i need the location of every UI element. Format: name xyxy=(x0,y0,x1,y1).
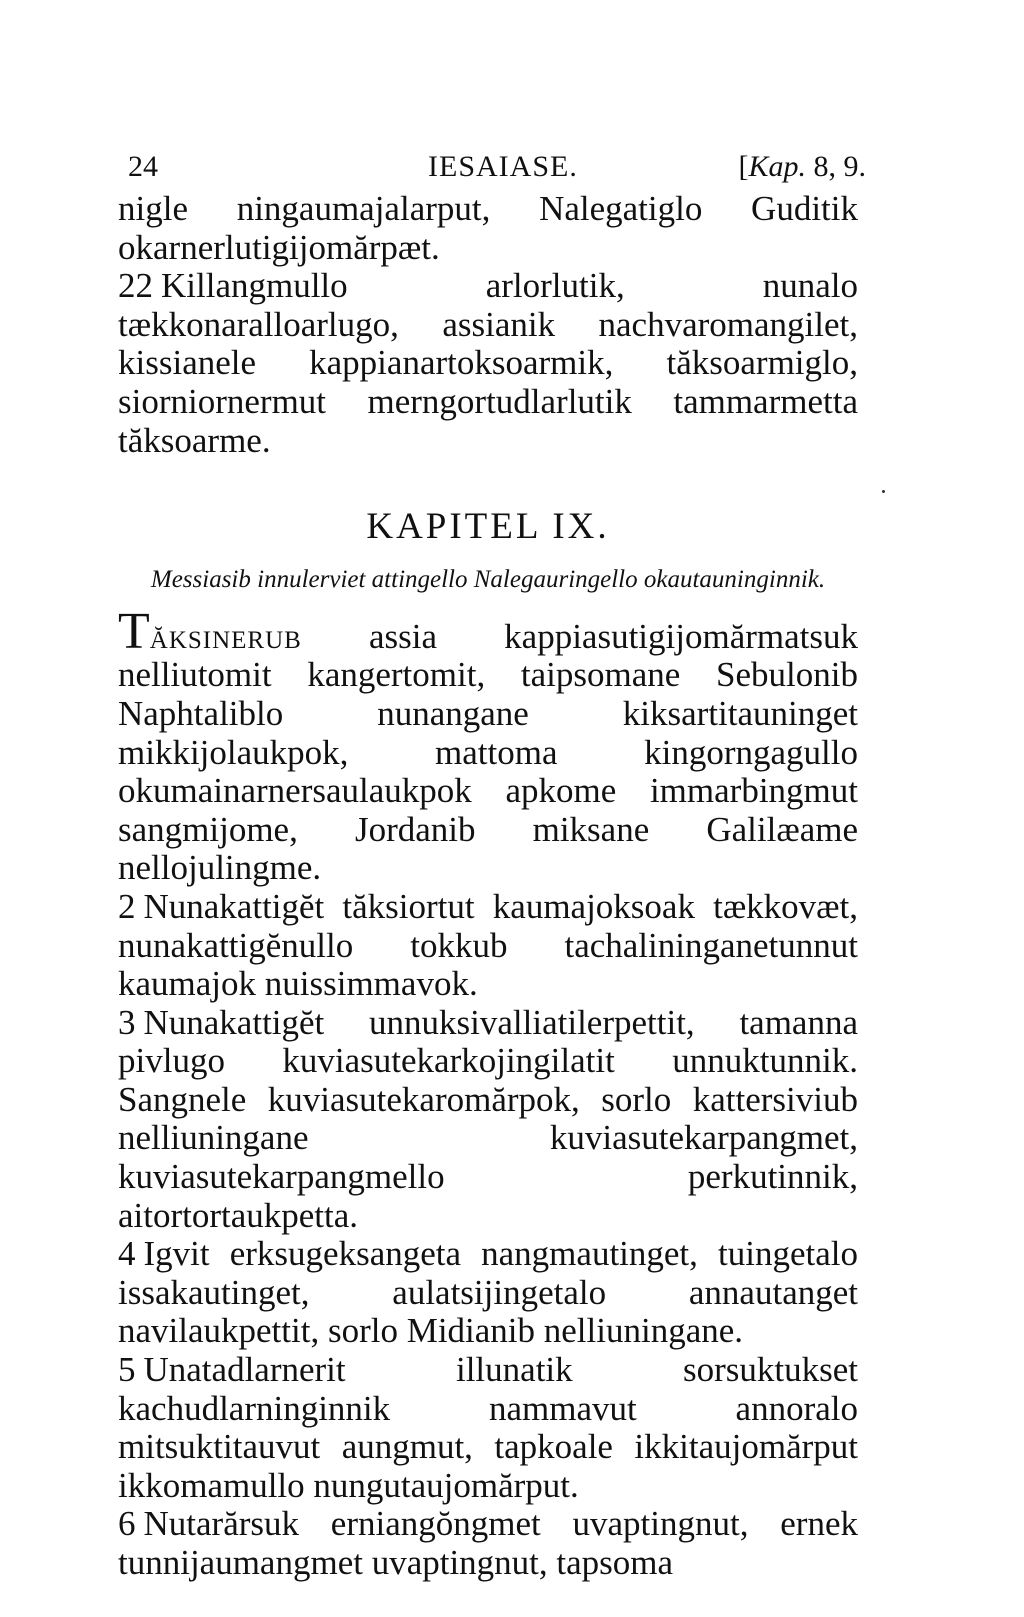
verse-number: 2 xyxy=(118,886,136,926)
verse-text: Igvit erksugeksangeta nangmautinget, tuingetalo issakautinget, aulatsijingetalo annautanget navilaukpettit, sorlo Midianib nelliuningane. xyxy=(118,1234,858,1351)
book-page xyxy=(118,145,866,1583)
opening-word: ăksinerub xyxy=(149,616,302,656)
verse-text: Nutarărsuk erniangŏngmet uvaptingnut, ernek tunnijaumangmet uvaptingnut, tapsoma xyxy=(118,1504,858,1582)
verse-3 xyxy=(118,1004,858,1236)
verse-2 xyxy=(118,888,858,1004)
body-text xyxy=(118,190,858,1583)
verse-number: 5 xyxy=(118,1350,136,1390)
chapter-ref-bracket: [ xyxy=(738,150,749,183)
verse-1 xyxy=(118,602,858,888)
verse-4 xyxy=(118,1235,858,1351)
verse-text: Nunakattigĕt unnuksivalliatilerpettit, tamanna pivlugo kuviasutekarkojingilatit unnuktunnik. Sangnele kuviasutekaromărpok, sorlo kattersiviub nelliuningane kuviasutekarpangmet, kuviasutekarpangmello perkutinnik, aitortortaukpetta. xyxy=(118,1002,858,1235)
chapter-summary: Messiasib innulerviet attingello Nalegauringello okautauninginnik. xyxy=(150,565,826,593)
chapter-reference xyxy=(738,145,866,189)
chapter-heading: KAPITEL IX. xyxy=(366,506,610,548)
verse-6 xyxy=(118,1505,858,1582)
print-speck xyxy=(882,490,885,493)
verse-text: assia kappiasutigijomărmatsuk nelliutomit kangertomit, taipsomane Sebulonib Naphtaliblo nunangane kiksartitauninget mikkijolaukpok, mattoma kingorngagullo okumainarnersaulaukpok apkome immarbingmut sangmijome, Jordanib miksane Galilæame nellojulingme. xyxy=(118,616,858,888)
page-header xyxy=(118,145,866,189)
drop-cap: T xyxy=(118,602,150,660)
verse-number: 4 xyxy=(118,1234,136,1274)
verse-text: Nunakattigĕt tăksiortut kaumajoksoak tækkovæt, nunakattigĕnullo tokkub tachalininganetunnut kaumajok nuissimmavok. xyxy=(118,886,858,1004)
verse-text: Unatadlarnerit illunatik sorsuktukset kachudlarninginnik nammavut annoralo mitsuktitauvut aungmut, tapkoale ikkitaujomărput ikkomamullo nungutaujomărput. xyxy=(118,1350,858,1505)
chapter-ref-numbers: 8, 9. xyxy=(806,150,866,183)
verse-22 xyxy=(118,267,858,460)
verse-number: 6 xyxy=(118,1504,136,1544)
chapter-ref-kap: Kap. xyxy=(748,150,806,183)
continuation-paragraph: nigle ningaumajalarput, Nalegatiglo Guditik okarnerlutigijomărpæt. xyxy=(118,189,858,267)
verse-number: 3 xyxy=(118,1002,136,1042)
verse-5 xyxy=(118,1351,858,1505)
verse-text: Killangmullo arlorlutik, nunalo tækkonaralloarlugo, assianik nachvaromangilet, kissianele kappianartoksoarmik, tăksoarmiglo, siorniornermut merngortudlarlutik tammarmetta tăksoarme. xyxy=(118,266,858,460)
verse-number: 22 xyxy=(118,266,153,306)
page-number: 24 xyxy=(128,150,158,183)
running-title: IESAIASE. xyxy=(428,150,578,183)
